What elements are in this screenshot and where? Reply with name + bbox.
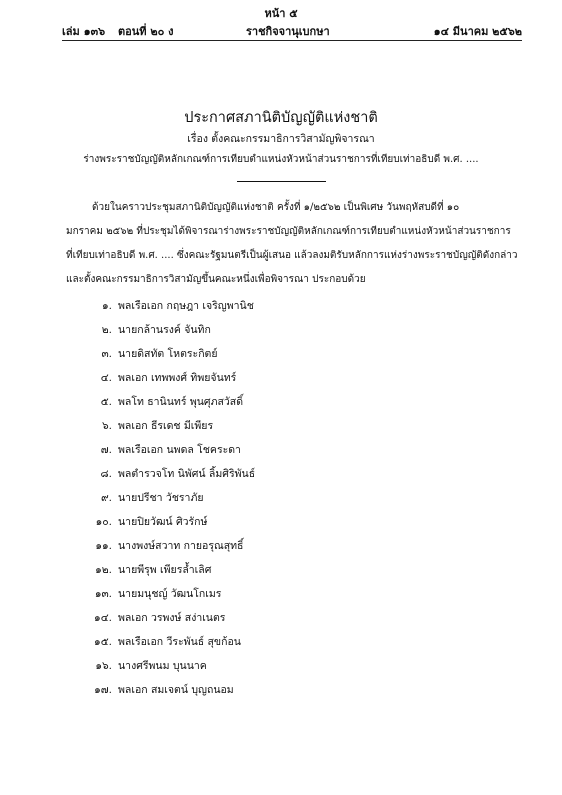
member-name: นายมนุชญ์ วัฒนโกเมร [118, 588, 222, 600]
member-name: พลเอก สมเจตน์ บุญถนอม [118, 684, 234, 696]
member-number: ๑๖. [95, 660, 112, 672]
volume-label: เล่ม ๑๓๖ [62, 25, 106, 38]
issue-label: ตอนที่ ๒๐ ง [118, 25, 174, 38]
member-name: นายปิยวัฒน์ ศิวรักษ์ [118, 516, 208, 528]
page-number: หน้า ๕ [264, 7, 298, 20]
member-number: ๑๔. [94, 612, 112, 624]
member-name: นายดิสทัต โหตระกิตย์ [118, 348, 218, 360]
list-item [88, 489, 204, 506]
list-item [88, 297, 254, 314]
member-number: ๕. [100, 396, 112, 408]
body-line: และตั้งคณะกรรมาธิการวิสามัญขึ้นคณะหนึ่งเพื่อพิจารณา ประกอบด้วย [66, 274, 366, 285]
document-subject: เรื่อง ตั้งคณะกรรมาธิการวิสามัญพิจารณา [187, 133, 375, 145]
member-name: นายกล้านรงค์ จันทิก [118, 324, 211, 336]
member-number: ๘. [100, 468, 112, 480]
list-item [88, 441, 241, 458]
document-title: ประกาศสภานิติบัญญัติแห่งชาติ [184, 110, 378, 126]
list-item [88, 417, 213, 434]
gazette-name: ราชกิจจานุเบกษา [246, 25, 330, 38]
member-name: พลเอก ธีรเดช มีเพียร [118, 420, 214, 432]
list-item [88, 633, 241, 650]
body-line: มกราคม ๒๕๖๒ ที่ประชุมได้พิจารณาร่างพระราชบัญญัติหลักเกณฑ์การเทียบตำแหน่งหัวหน้าส่วนราชการ [66, 226, 511, 237]
member-name: พลเรือเอก กฤษฎา เจริญพานิช [118, 300, 254, 312]
member-name: พลโท ธานินทร์ พุนศุภสวัสดิ์ [118, 396, 244, 408]
list-item [88, 393, 243, 410]
member-name: พลเอก เทพพงศ์ ทิพยจันทร์ [118, 372, 237, 384]
member-name: พลเรือเอก วีระพันธ์ สุขก้อน [118, 636, 241, 648]
gazette-header [62, 22, 522, 41]
list-item [88, 369, 236, 386]
member-number: ๗. [100, 444, 112, 456]
title-separator [237, 181, 326, 182]
member-name: นายปรีชา วัชราภัย [118, 492, 204, 504]
member-name: พลเอก วรพงษ์ สง่าเนตร [118, 612, 226, 624]
member-number: ๑๓. [94, 588, 112, 600]
member-number: ๒. [101, 324, 112, 336]
list-item [88, 465, 255, 482]
list-item [88, 513, 207, 530]
member-number: ๑๒. [95, 564, 112, 576]
list-item [88, 561, 211, 578]
member-number: ๑๑. [95, 540, 112, 552]
member-number: ๔. [100, 372, 112, 384]
issue-date: ๑๔ มีนาคม ๒๕๖๒ [433, 25, 522, 38]
member-number: ๑๐. [95, 516, 112, 528]
member-number: ๑๗. [94, 684, 112, 696]
member-name: พลเรือเอก นพดล โชคระดา [118, 444, 241, 456]
member-number: ๖. [101, 420, 112, 432]
body-line: ที่เทียบเท่าอธิบดี พ.ศ. .... ซึ่งคณะรัฐมนตรีเป็นผู้เสนอ แล้วลงมติรับหลักการแห่งร่างพระราชบัญญัติดังกล่าว [66, 250, 518, 261]
list-item [88, 681, 234, 698]
member-name: พลตำรวจโท นิพัศน์ ลิ้มศิริพันธ์ [118, 468, 256, 480]
member-number: ๑๕. [94, 636, 112, 648]
member-name: นายพีรุพ เพียรล้ำเลิศ [118, 564, 212, 576]
member-number: ๙. [100, 492, 112, 504]
document-subject-detail: ร่างพระราชบัญญัติหลักเกณฑ์การเทียบตำแหน่งหัวหน้าส่วนราชการที่เทียบเท่าอธิบดี พ.ศ. .... [83, 154, 479, 165]
member-name: นางศรีพนม บุนนาค [118, 660, 207, 672]
member-number: ๓. [101, 348, 112, 360]
list-item [88, 321, 211, 338]
member-name: นางพงษ์สวาท กายอรุณสุทธิ์ [118, 540, 244, 552]
list-item [88, 657, 207, 674]
list-item [88, 537, 243, 554]
body-line: ด้วยในคราวประชุมสภานิติบัญญัติแห่งชาติ ครั้งที่ ๑/๒๕๖๒ เป็นพิเศษ วันพฤหัสบดีที่ ๑๐ [92, 202, 460, 213]
list-item [88, 609, 225, 626]
list-item [88, 345, 218, 362]
list-item [88, 585, 221, 602]
member-number: ๑. [101, 300, 112, 312]
